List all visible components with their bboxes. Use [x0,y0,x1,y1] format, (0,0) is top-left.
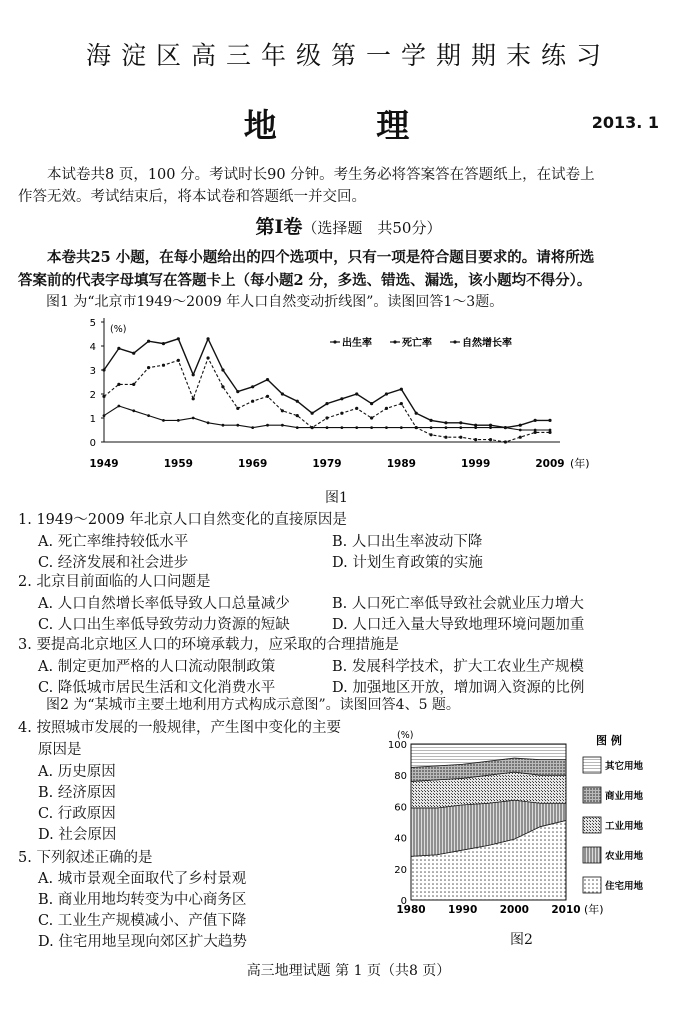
exam-date: 2013. 1 [591,113,659,132]
figure2-y-tick: 80 [394,771,407,783]
figure1-data-point [325,402,328,405]
figure2-legend-label: 其它用地 [605,761,644,772]
figure1-data-point [355,392,358,395]
figure1-legend [330,336,512,349]
figure2-y-tick: 100 [387,740,407,751]
figure1-y-tick: 5 [89,318,96,329]
figure1-data-point [519,436,522,439]
figure1-data-point [222,424,225,427]
figure1-data-point [281,409,284,412]
figure2-y-tick: 20 [394,864,407,876]
figure1-data-point [519,424,522,427]
figure1-data-point [147,366,150,369]
figure2-x-tick: 2000 [499,904,529,916]
figure2-y-unit: (%) [397,730,414,741]
figure1-data-point [206,356,209,359]
figure1-data-point [192,373,195,376]
figure1-data-point [534,431,537,434]
q3-option-d: D. 加强地区开放，增加调入资源的比例 [332,680,585,696]
figure1-data-point [548,419,551,422]
figure2-legend [583,733,644,893]
question-3-stem: 3. 要提高北京地区人口的环境承载力，应采取的合理措施是 [18,637,399,653]
q2-option-a: A. 人口自然增长率低导致人口总量减少 [38,596,290,612]
figure2-areas [411,744,566,900]
figure1-data-point [519,429,522,432]
figure1-data-point [296,400,299,403]
figure1-data-point [236,390,239,393]
figure2-x-tick: 2010 [551,904,581,916]
figure1-data-point [370,426,373,429]
figure1-data-point [415,426,418,429]
figure1-data-point [177,337,180,340]
section-name: 第Ⅰ卷 [255,216,303,238]
figure1-y-tick: 3 [89,366,96,377]
figure1-data-point [489,438,492,441]
figure1-data-point [474,438,477,441]
figure1-data-point [266,378,269,381]
figure2-y-tick: 40 [394,833,407,845]
figure1-data-point [429,433,432,436]
figure2-legend-label: 住宅用地 [605,881,644,892]
instructions-line-1: 本卷共25 小题，在每小题给出的四个选项中，只有一项是符合题目要求的。请将所选 [47,249,595,266]
figure2-legend-swatch [583,787,601,803]
figure1-data-point [236,407,239,410]
figure2-legend-swatch [583,817,601,833]
figure1-data-point [102,368,105,371]
figure1-data-point [281,392,284,395]
figure1-data-point [385,392,388,395]
figure1-data-point [415,412,418,415]
figure1-series-line [104,358,550,442]
figure1-data-point [385,407,388,410]
figure1-data-point [445,426,448,429]
q4-option-c: C. 行政原因 [38,806,116,822]
figure1-data-point [311,412,314,415]
figure1-data-point [221,385,224,388]
figure1-data-point [147,340,150,343]
figure1-data-point [177,359,180,362]
q1-option-a: A. 死亡率维持较低水平 [38,534,189,550]
figure1-x-tick: 1999 [461,458,491,470]
q5-option-a: A. 城市景观全面取代了乡村景观 [38,871,247,887]
figure1-data-point [236,424,239,427]
figure1-data-point [325,416,328,419]
figure1-data-point [355,407,358,410]
q2-option-b: B. 人口死亡率低导致社会就业压力增大 [332,596,584,612]
figure1-legend-marker [453,340,456,343]
figure1-y-unit: (%) [110,324,127,335]
q3-option-a: A. 制定更加严格的人口流动限制政策 [38,659,276,675]
q3-option-b: B. 发展科学技术，扩大工农业生产规模 [332,659,584,675]
figure1-data-point [102,395,105,398]
figure1-data-point [340,426,343,429]
figure1-y-tick: 2 [89,390,96,401]
figure1-data-point [459,426,462,429]
figure1-data-point [132,352,135,355]
question-5-stem: 5. 下列叙述正确的是 [18,850,153,866]
q4-option-b: B. 经济原因 [38,785,116,801]
figure1-data-point [251,400,254,403]
figure2-legend-title: 图 例 [596,734,622,747]
figure1-data-point [162,342,165,345]
figure1-legend-label: 自然增长率 [462,338,512,349]
q3-option-c: C. 降低城市居民生活和文化消费水平 [38,680,276,696]
figure2-area-chart [383,722,683,928]
figure1-data-point [206,337,209,340]
exam-title: 海淀区高三年级第一学期期末练习 [85,41,611,70]
figure1-data-point [296,414,299,417]
figure1-legend-label: 出生率 [342,338,372,349]
figure1-x-tick: 1989 [386,458,416,470]
figure1-data-point [429,419,432,422]
figure1-x-tick: 1969 [238,458,268,470]
question-4-stem-cont: 原因是 [38,742,82,758]
figure1-x-tick: 1979 [312,458,342,470]
figure1-series-line [104,339,550,428]
figure1-data-point [355,426,358,429]
figure1-data-point [251,426,254,429]
figure2-legend-swatch [583,757,601,773]
figure1-data-point [132,383,135,386]
figure1-legend-marker [393,340,396,343]
figure1-data-point [444,421,447,424]
figure1-data-point [459,421,462,424]
figure1-data-point [177,419,180,422]
figure1-data-point [162,364,165,367]
intro-line-1: 本试卷共8 页，100 分。考试时长90 分钟。考生务必将答案答在答题纸上，在试卷上 [47,167,595,183]
section-title [0,212,697,239]
figure2-legend-label: 工业用地 [605,821,644,832]
figure1-data-point [281,424,284,427]
figure2-legend-swatch [583,877,601,893]
figure1-data-point [504,426,507,429]
figure1-legend-label: 死亡率 [402,338,432,349]
figure1-data-point [370,416,373,419]
subject-title: 地 理 [243,106,454,145]
figure1-data-point [192,397,195,400]
figure2-legend-label: 农业用地 [605,851,644,862]
page-footer: 高三地理试题 第 1 页（共8 页） [246,963,451,979]
figure2-y-tick: 0 [400,896,407,907]
intro-line-2: 作答无效。考试结束后，将本试卷和答题纸一并交回。 [18,189,366,205]
figure1-data-point [132,409,135,412]
figure1-data-point [534,419,537,422]
q1-option-c: C. 经济发展和社会进步 [38,555,189,571]
figure1-data-point [548,431,551,434]
figure1-y-tick: 4 [89,342,96,353]
figure1-data-point [266,424,269,427]
figure1-data-point [326,426,329,429]
figure1-data-point [117,405,120,408]
figure1-data-point [459,436,462,439]
figure1-caption: 图1 [325,490,348,506]
q5-option-c: C. 工业生产规模减小、产值下降 [38,913,247,929]
figure1-data-point [430,426,433,429]
section-note: （选择题 共50分） [302,219,442,237]
figure2-legend-label: 商业用地 [605,791,644,802]
figure1-data-point [340,412,343,415]
q5-option-d: D. 住宅用地呈现向郊区扩大趋势 [38,934,247,950]
figure1-y-tick: 1 [89,414,96,425]
figure2-x-unit: (年) [584,903,604,916]
figure1-data-point [117,383,120,386]
figure1-data-point [147,414,150,417]
q2-option-c: C. 人口出生率低导致劳动力资源的短缺 [38,617,290,633]
figure1-data-point [474,426,477,429]
figure1-x-unit: (年) [570,457,590,470]
figure1-data-point [400,426,403,429]
figure1-x-tick: 1959 [163,458,193,470]
figure1-data-point [221,368,224,371]
instructions-line-2: 答案前的代表字母填写在答题卡上（每小题2 分，多选、错选、漏选，该小题均不得分）。 [18,272,592,289]
figure2-y-tick: 60 [394,802,407,814]
figure1-data-point [400,402,403,405]
figure1-intro: 图1 为“北京市1949～2009 年人口自然变动折线图”。读图回答1～3题。 [46,294,504,310]
figure2-caption: 图2 [510,932,533,948]
figure1-data-point [370,402,373,405]
figure2-intro: 图2 为“某城市主要土地利用方式构成示意图”。读图回答4、5 题。 [46,697,460,713]
q5-option-b: B. 商业用地均转变为中心商务区 [38,892,247,908]
figure1-data-point [296,426,299,429]
figure1-x-tick: 1949 [89,458,119,470]
figure2-x-tick: 1990 [448,904,478,916]
q4-option-a: A. 历史原因 [38,764,116,780]
figure1-data-point [504,440,507,443]
figure1-x-tick: 2009 [535,458,565,470]
figure1-data-point [444,436,447,439]
figure1-legend-marker [333,340,336,343]
figure1-data-point [103,414,106,417]
q1-option-d: D. 计划生育政策的实施 [332,555,483,571]
question-4-stem: 4. 按照城市发展的一般规律，产生图中变化的主要 [18,720,341,736]
figure1-data-point [192,417,195,420]
figure1-data-point [385,426,388,429]
figure1-data-point [489,426,492,429]
figure1-data-point [162,419,165,422]
q1-option-b: B. 人口出生率波动下降 [332,534,483,550]
q4-option-d: D. 社会原因 [38,827,117,843]
question-1-stem: 1. 1949～2009 年北京人口自然变化的直接原因是 [18,512,347,528]
figure1-data-point [266,395,269,398]
figure1-y-tick: 0 [89,438,96,449]
figure1-data-point [251,385,254,388]
figure1-data-point [400,388,403,391]
q2-option-d: D. 人口迁入量大导致地理环境问题加重 [332,617,585,633]
question-2-stem: 2. 北京目前面临的人口问题是 [18,574,211,590]
figure1-line-chart [88,312,590,484]
figure1-lines [102,337,551,443]
figure1-data-point [340,397,343,400]
figure2-x-tick: 1980 [396,904,426,916]
figure1-axes [89,318,589,470]
figure1-data-point [207,421,210,424]
figure1-data-point [117,347,120,350]
figure2-legend-swatch [583,847,601,863]
figure1-data-point [311,426,314,429]
